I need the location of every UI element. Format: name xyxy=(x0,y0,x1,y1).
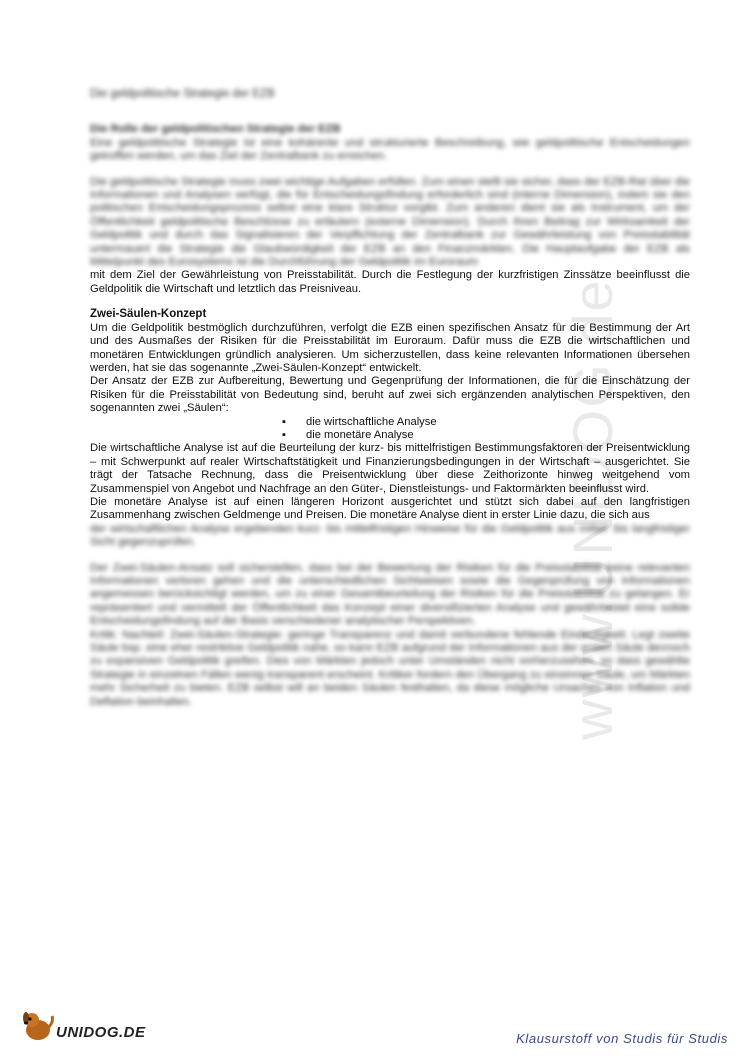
footer-slogan: Klausurstoff von Studis für Studis xyxy=(516,1031,728,1046)
document-body xyxy=(90,88,690,709)
list-item: ▪ die monetäre Analyse xyxy=(280,429,690,442)
pillars-list xyxy=(280,416,690,443)
dog-icon xyxy=(18,1008,58,1044)
section1-text: Eine geldpolitische Strategie ist eine kohärente und strukturierte Beschreibung, wie geldpolitische Entscheidungen getroffen werden, um das Ziel der Zentralbank zu erreichen. xyxy=(90,136,690,163)
section2-paragraph-3: Die wirtschaftliche Analyse ist auf die Beurteilung der kurz- bis mittelfristigen Bestimmungsfaktoren der Preisentwicklung – mit Schwerpunkt auf realer Wirtschaftstätigkeit und Finanzierungsbedingungen in der Wirtschaft – ausgerichtet. Sie trägt der Tatsache Rechnung, dass die Preisentwicklung über diese Zeithorizonte hinweg weitgehend vom Zusammenspiel von Angebot und Nachfrage an den Güter-, Dienstleistungs- und Faktormärkten beeinflusst wird. xyxy=(90,442,690,495)
blurred-paragraph: Die geldpolitische Strategie muss zwei wichtige Aufgaben erfüllen. Zum einen stellt sie sicher, dass der EZB-Rat über die Informationen und Analysen verfügt, die für Entscheidungsfindung erforderlich sind (interne Dimension), indem sie den politischen Entscheidungsprozess selbst eine klare Struktur vorgibt. Zum anderen dient sie als Instrument, um der Öffentlichkeit geldpolitische Beschlüsse zu erläutern (externe Dimension). Durch ihren Beitrag zur Wirksamkeit der Geldpolitik und durch das Signalisieren der Verpflichtung der Zentralbank zur Gewährleistung von Preisstabilität untermauert die Strategie die Glaubwürdigkeit der EZB an den Finanzmärkten. Die Hauptaufgabe der EZB als Mittelpunkt des Eurosystems ist die Durchführung der Geldpolitik im Euroraum xyxy=(90,175,690,269)
logo-text: UNIDOG.DE xyxy=(56,1024,146,1041)
section2-paragraph-2: Der Ansatz der EZB zur Aufbereitung, Bewertung und Gegenprüfung der Informationen, die für die Einschätzung der Risiken für die Preisstabilität von Bedeutung sind, beruht auf zwei sich ergänzenden analytischen Perspektiven, den sogenannten zwei „Säulen“: xyxy=(90,375,690,415)
section2-paragraph-1: Um die Geldpolitik bestmöglich durchzuführen, verfolgt die EZB einen spezifischen Ansatz für die Bestimmung der Art und des Ausmaßes der Risiken für die Preisstabilität im Euroraum. Dafür muss die EZB die wirtschaftlichen und monetären Entwicklungen gründlich analysieren. Um sicherzustellen, dass keine relevanten Informationen übersehen werden, hat sie das sogenannte „Zwei-Säulen-Konzept“ entwickelt. xyxy=(90,321,690,374)
blurred-tail: der wirtschaftlichen Analyse ergebenden kurz- bis mittelfristigen Hinweise für die Geldpolitik aus mittel- bis langfristiger Sicht gegenzuprüfen. xyxy=(90,522,690,549)
section2-heading: Zwei-Säulen-Konzept xyxy=(90,308,207,321)
section1-heading: Die Rolle der geldpolitischen Strategie der EZB xyxy=(90,123,341,136)
blurred-paragraph-6: Kritik: Nachteil: Zwei-Säulen-Strategie: geringe Transparenz und damit verbundene fehlende Eindeutigkeit. Legt zweite Säule bsp. eine eher restriktive Geldpolitik nahe, so kann EZB aufgrund der Informationen aus der ersten Säule dennoch zu expansiven Geldpolitik greifen. Dies von Märkten jedoch unter Umständen nicht vorherzusehen, so dass gewählte Strategie in einzelnen Fällen wenig transparent erscheint. Kritiker fordern den Übergang zu einsinnen Säule, um Märkten mehr Sicherheit zu bieten. EZB selbst will an beiden Säulen festhalten, da diese mögliche Ursachen von Inflation und Deflation beinhalten. xyxy=(90,628,690,708)
site-watermark: www.UNIDOG.de xyxy=(561,278,624,740)
section2-paragraph-4: Die monetäre Analyse ist auf einen längeren Horizont ausgerichtet und stützt sich dabei auf den langfristigen Zusammenhang zwischen Geldmenge und Preisen. Die monetäre Analyse dient in erster Linie dazu, die sich aus xyxy=(90,495,690,522)
visible-sentence: mit dem Ziel der Gewährleistung von Preisstabilität. Durch die Festlegung der kurzfristigen Zinssätze beeinflusst die Geldpolitik die Wirtschaft und letztlich das Preisniveau. xyxy=(90,269,690,295)
unidog-logo[interactable] xyxy=(18,1008,158,1044)
document-title: Die geldpolitische Strategie der EZB xyxy=(90,88,275,100)
blurred-paragraph-5: Der Zwei-Säulen-Ansatz soll sicherstellen, dass bei der Bewertung der Risiken für die Preisstabilität keine relevanten Informationen verloren gehen und die unterschiedlichen Sichtweisen sowie die Gegenprüfung von Informationen angemessen berücksichtigt werden, um zu einer Gesamtbeurteilung der Risiken für die Preisstabilität zu gelangen. Er repräsentiert und vermittelt der Öffentlichkeit das Konzept einer diversifizierten Analyse und gewährleistet eine solide Entscheidungsfindung auf der Basis verschiedener analytischer Perspektiven. xyxy=(90,561,690,628)
list-item: ▪ die wirtschaftliche Analyse xyxy=(280,416,690,429)
